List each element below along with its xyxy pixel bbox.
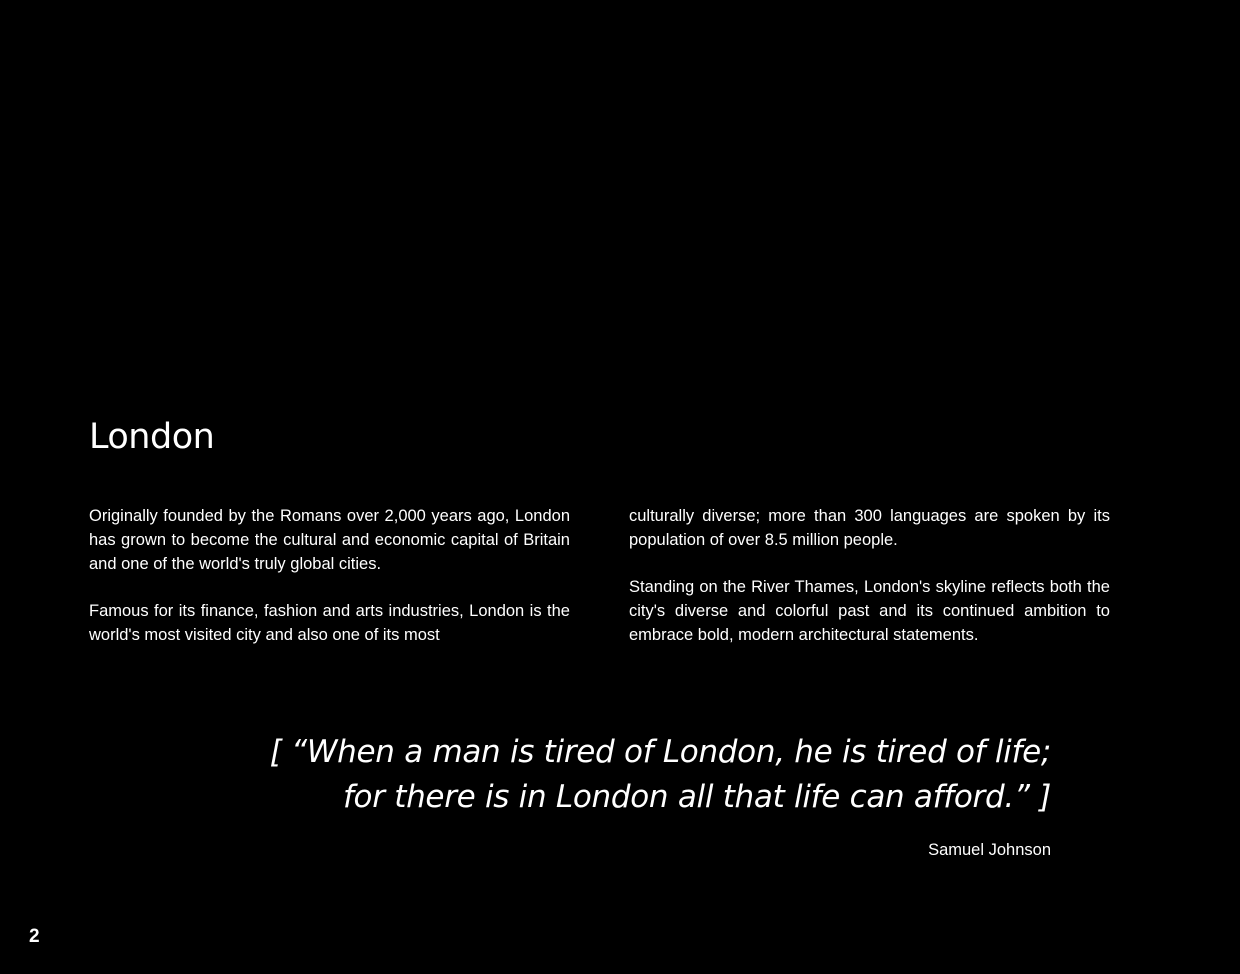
paragraph-diversity: culturally diverse; more than 300 languages are spoken by its population of over 8.5 million people. <box>629 507 1110 549</box>
pull-quote <box>231 730 1051 861</box>
body-column-left <box>89 505 570 648</box>
quote-line-2: for there is in London all that life can afford.” ] <box>342 779 1051 815</box>
body-column-right <box>629 505 1110 648</box>
paragraph-skyline: Standing on the River Thames, London's skyline reflects both the city's diverse and colorful past and its continued ambition to embrace bold, modern architectural statements. <box>629 578 1110 644</box>
paragraph-famous: Famous for its finance, fashion and arts industries, London is the world's most visited city and also one of its most <box>89 602 570 644</box>
paragraph-founding: Originally founded by the Romans over 2,000 years ago, London has grown to become the cultural and economic capital of Britain and one of the world's truly global cities. <box>89 507 570 573</box>
quote-line-1: [ “When a man is tired of London, he is tired of life; <box>269 734 1051 770</box>
page-title: London <box>89 417 215 457</box>
quote-author: Samuel Johnson <box>928 841 1051 859</box>
page-number: 2 <box>29 926 40 947</box>
